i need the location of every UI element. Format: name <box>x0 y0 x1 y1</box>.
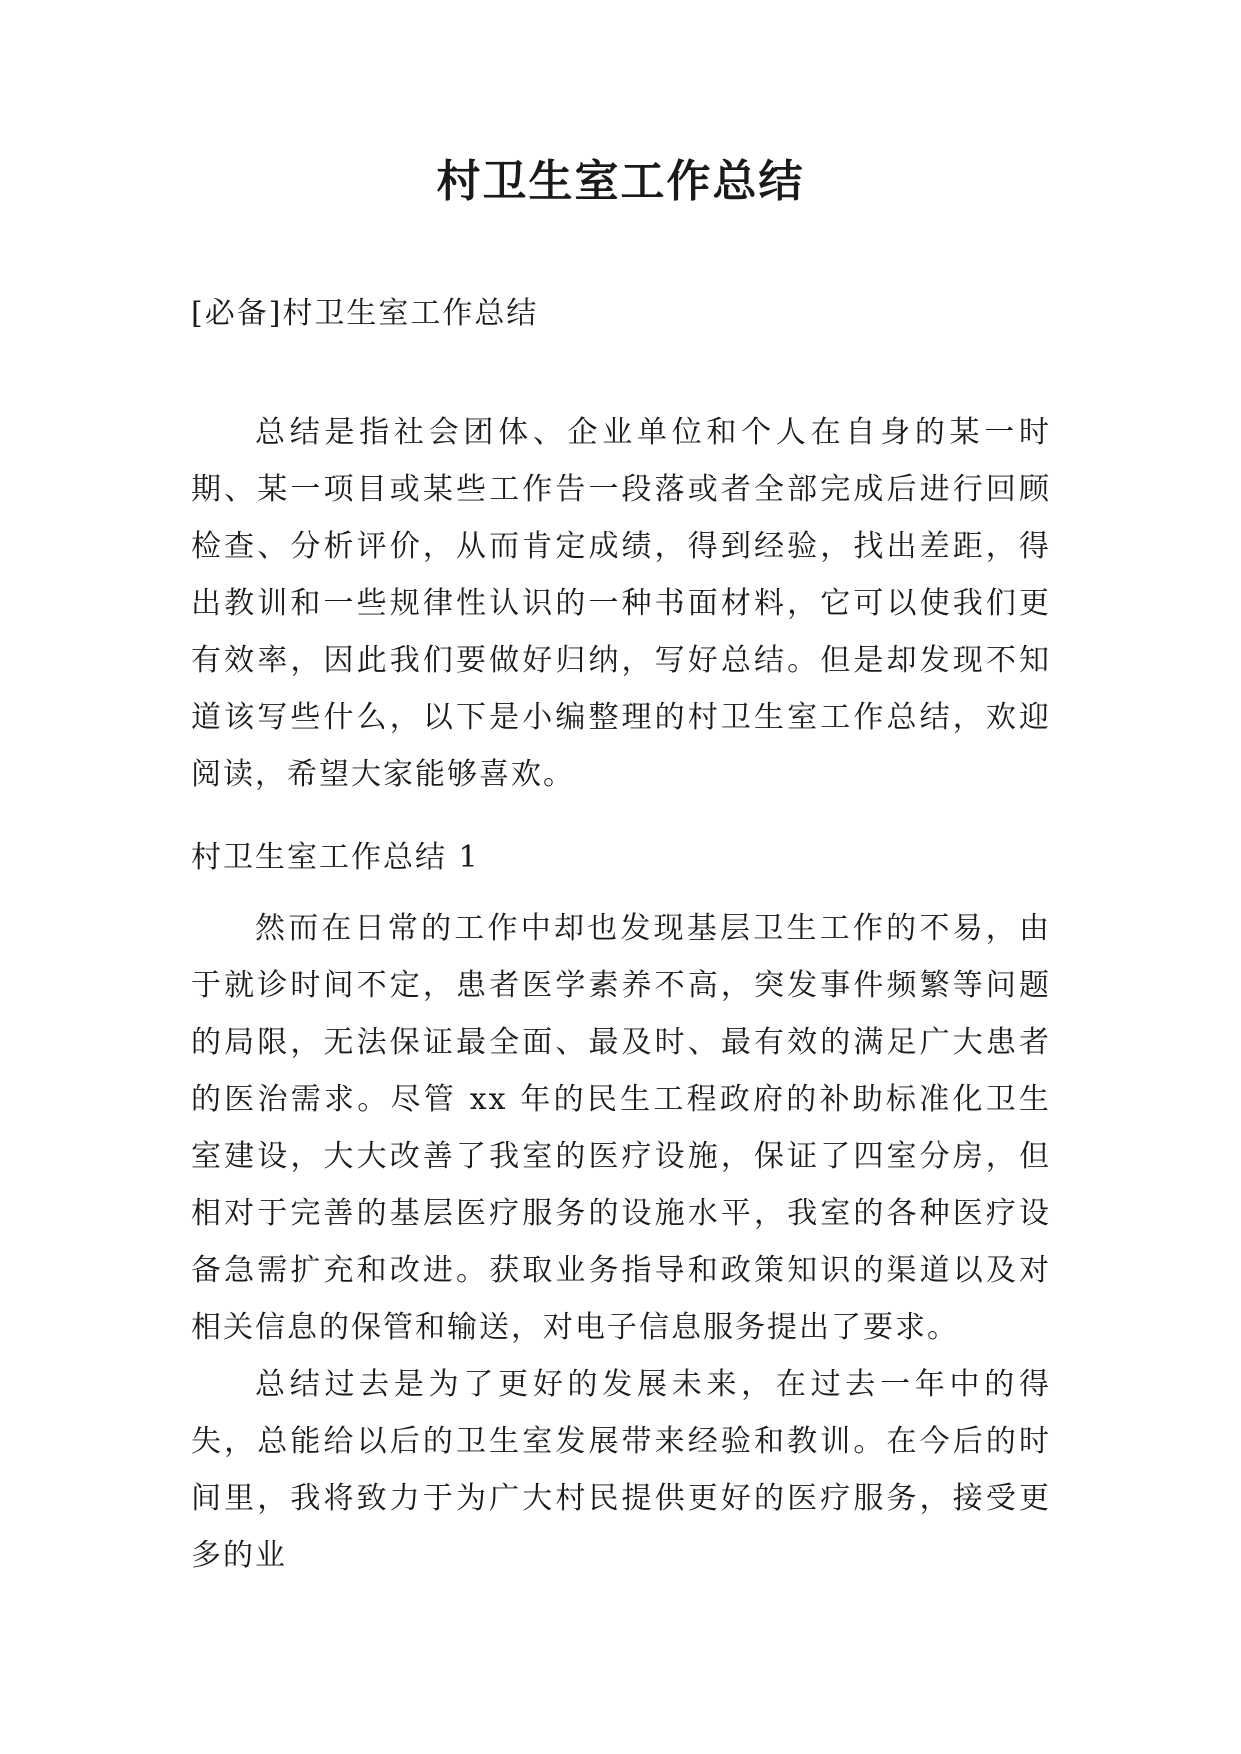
section-heading: 村卫生室工作总结 1 <box>191 840 480 875</box>
document-subtitle: [必备]村卫生室工作总结 <box>191 296 539 331</box>
document-title: 村卫生室工作总结 <box>436 156 805 207</box>
section-body <box>191 900 1051 1584</box>
body-paragraph-1: 然而在日常的工作中却也发现基层卫生工作的不易，由于就诊时间不定，患者医学素养不高，突发事件频繁等问题的局限，无法保证最全面、最及时、最有效的满足广大患者的医治需求。尽管 xx 年的民生工程政府的补助标准化卫生室建设，大大改善了我室的医疗设施，保证了四室分房，但相对于完善的基层医疗服务的设施水平，我室的各种医疗设备急需扩充和改进。获取业务指导和政策知识的渠道以及对相关信息的保管和输送，对电子信息服务提出了要求。 <box>191 911 1051 1345</box>
intro-section <box>191 404 1051 803</box>
intro-paragraph: 总结是指社会团体、企业单位和个人在自身的某一时期、某一项目或某些工作告一段落或者全部完成后进行回顾检查、分析评价，从而肯定成绩，得到经验，找出差距，得出教训和一些规律性认识的一种书面材料，它可以使我们更有效率，因此我们要做好归纳，写好总结。但是却发现不知道该写些什么，以下是小编整理的村卫生室工作总结，欢迎阅读，希望大家能够喜欢。 <box>191 415 1051 792</box>
body-paragraph-2: 总结过去是为了更好的发展未来，在过去一年中的得失，总能给以后的卫生室发展带来经验和教训。在今后的时间里，我将致力于为广大村民提供更好的医疗服务，接受更多的业 <box>191 1367 1051 1573</box>
